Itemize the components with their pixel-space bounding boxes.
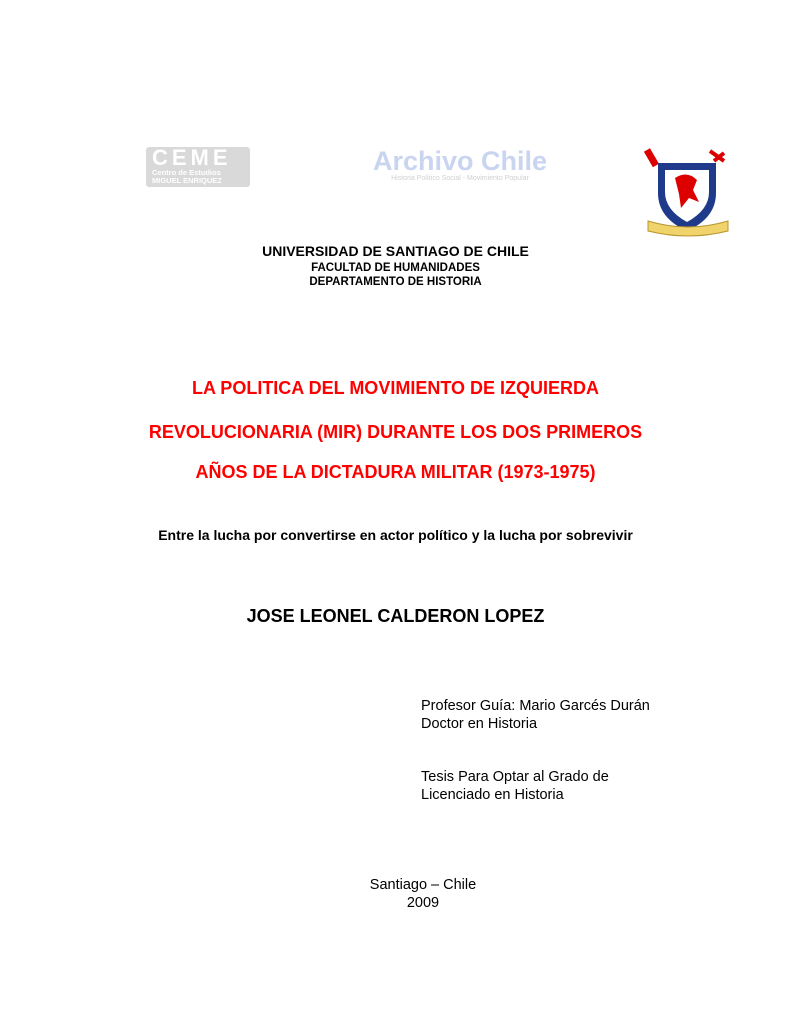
title-line-3: AÑOS DE LA DICTADURA MILITAR (1973-1975) [195,462,596,482]
archivo-chile-logo: Archivo Chile Historia Político Social - Movimiento Popular [372,146,548,182]
thesis-block: Tesis Para Optar al Grado de Licenciado en Historia [421,769,609,803]
ceme-logo: CEME Centro de Estudios MIGUEL ENRIQUEZ [146,147,250,187]
place-date: Santiago – Chile 2009 [369,877,477,911]
subtitle: Entre la lucha por convertirse en actor político y la lucha por sobrevivir [158,527,633,543]
advisor-block: Profesor Guía: Mario Garcés Durán Doctor en Historia [421,698,650,732]
faculty-name: FACULTAD DE HUMANIDADES [311,262,480,274]
university-seal-logo [640,143,735,243]
title-line-1: LA POLITICA DEL MOVIMIENTO DE IZQUIERDA [191,378,599,398]
author-name: JOSE LEONEL CALDERON LOPEZ [246,606,545,626]
title-line-2: REVOLUCIONARIA (MIR) DURANTE LOS DOS PRIMEROS [148,422,643,442]
department-name: DEPARTAMENTO DE HISTORIA [309,276,482,288]
university-name: UNIVERSIDAD DE SANTIAGO DE CHILE [262,243,529,259]
